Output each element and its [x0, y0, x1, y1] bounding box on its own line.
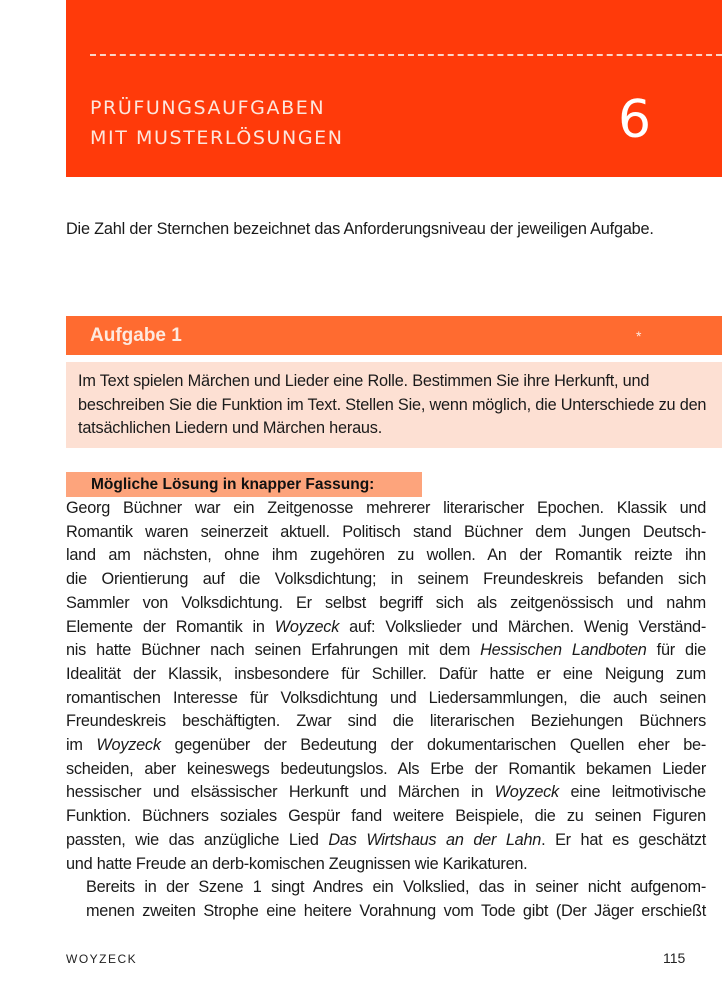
- text-line: und hatte Freude an derb-komischen Zeugnissen wie Karikaturen.: [66, 854, 528, 873]
- text-line: menen zweiten Strophe eine heitere Vorahnung vom Tode gibt (Der Jäger erschießt: [86, 901, 706, 920]
- task-description: Im Text spielen Märchen und Lieder eine Rolle. Bestimmen Sie ihre Herkunft, und beschreiben Sie die Funktion im Text. Stellen Sie, wenn möglich, die Unterschiede zu den tatsächlichen Liedern und Märchen heraus.: [78, 372, 707, 438]
- text-line: romantischen Interesse für Volksdichtung und Liedersammlungen, die auch seinen: [66, 688, 706, 707]
- page-number: 115: [663, 950, 686, 966]
- text-line: im Woyzeck gegenüber der Bedeutung der dokumentarischen Quellen eher be-: [66, 736, 707, 755]
- chapter-title: [90, 93, 344, 153]
- chapter-header: [66, 0, 722, 177]
- chapter-title-line-1: PRÜFUNGSAUFGABEN: [90, 97, 326, 119]
- chapter-number: 6: [618, 90, 652, 150]
- solution-paragraph-1: [66, 497, 706, 876]
- text-line: Freundeskreis beschäftigten. Zwar sind die literarischen Beziehungen Büchners: [66, 712, 706, 731]
- task-description-box: [66, 362, 722, 448]
- text-line: Georg Büchner war ein Zeitgenosse mehrerer literarischer Epochen. Klassik und: [66, 499, 706, 517]
- text-line: Funktion. Büchners soziales Gespür fand weitere Beispiele, die zu seinen Figuren: [66, 807, 706, 826]
- text-line: die Orientierung auf die Volksdichtung; in seinem Freundeskreis befanden sich: [66, 570, 706, 589]
- solution-paragraph-2: [66, 876, 706, 923]
- task-label: Aufgabe 1: [90, 325, 182, 346]
- dashed-divider: [90, 54, 722, 56]
- intro-text: Die Zahl der Sternchen bezeichnet das Anforderungsniveau der jeweiligen Aufgabe.: [66, 220, 654, 238]
- text-line: Elemente der Romantik in Woyzeck auf: Volkslieder und Märchen. Wenig Verständ-: [66, 617, 706, 636]
- footer-book-title: WOYZECK: [66, 952, 138, 966]
- text-line: Sammler von Volksdichtung. Er selbst begriff sich als zeitgenössisch und nahm: [66, 593, 706, 612]
- chapter-title-line-2: MIT MUSTERLÖSUNGEN: [90, 127, 344, 149]
- solution-body: [66, 497, 706, 924]
- text-line: passten, wie das anzügliche Lied Das Wirtshaus an der Lahn. Er hat es geschätzt: [66, 830, 706, 849]
- difficulty-star-icon: *: [636, 328, 642, 344]
- solution-label-box: [66, 472, 422, 497]
- text-line: Bereits in der Szene 1 singt Andres ein Volkslied, das in seiner nicht aufgenom-: [86, 878, 706, 897]
- task-heading-bar: [66, 316, 722, 355]
- text-line: Idealität der Klassik, insbesondere für Schiller. Dafür hatte er eine Neigung zum: [66, 664, 706, 683]
- text-line: hessischer und elsässischer Herkunft und Märchen in Woyzeck eine leitmotivische: [66, 783, 706, 802]
- text-line: Romantik waren seinerzeit aktuell. Politisch stand Büchner dem Jungen Deutsch-: [66, 522, 706, 541]
- solution-label: Mögliche Lösung in knapper Fassung:: [91, 476, 375, 493]
- text-line: nis hatte Büchner nach seinen Erfahrungen mit dem Hessischen Landboten für die: [66, 641, 706, 660]
- text-line: land am nächsten, ohne ihm zugehören zu wollen. An der Romantik reizte ihn: [66, 546, 706, 565]
- text-line: scheiden, aber keineswegs bedeutungslos. Als Erbe der Romantik bekamen Lieder: [66, 759, 706, 778]
